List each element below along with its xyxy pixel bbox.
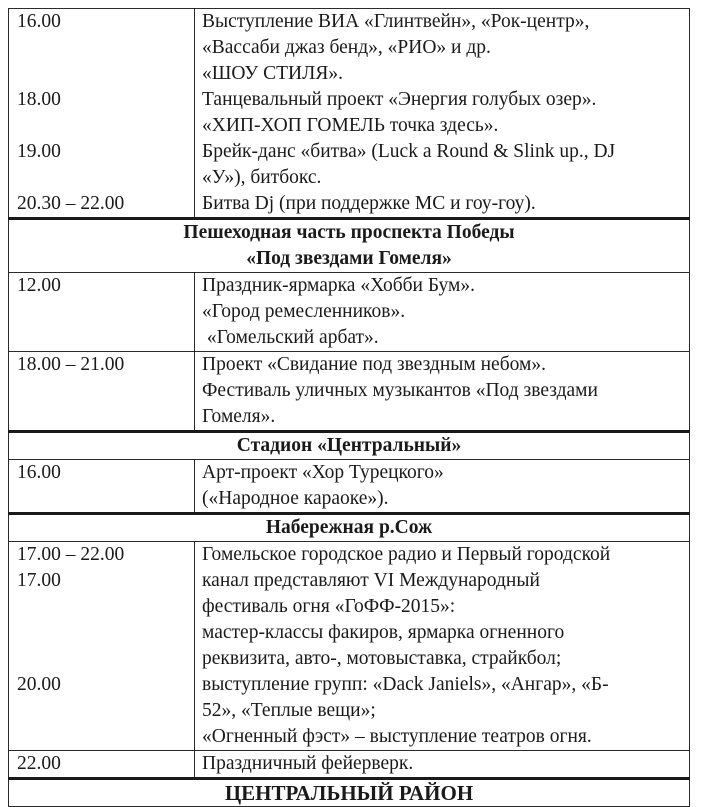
time-cell bbox=[9, 9, 195, 219]
time-text bbox=[17, 35, 188, 61]
description-cell bbox=[195, 273, 690, 352]
section-header-stadium bbox=[9, 432, 690, 460]
description-text: Брейк-данс «битва» (Luck a Round & Slink up., DJ bbox=[202, 141, 616, 162]
time-text: 18.00 bbox=[17, 89, 61, 110]
description-text: Гомельское городское радио и Первый городской bbox=[202, 544, 611, 565]
description-text: 52», «Теплые вещи»; bbox=[202, 700, 376, 721]
time-text bbox=[17, 165, 188, 191]
description-cell bbox=[195, 460, 690, 514]
time-cell bbox=[9, 542, 195, 751]
time-cell bbox=[9, 352, 195, 432]
district-header-row bbox=[9, 779, 690, 807]
section-title: Стадион «Центральный» bbox=[236, 435, 462, 456]
time-text: 18.00 – 21.00 bbox=[17, 354, 125, 375]
section-header-pobedy bbox=[9, 219, 690, 273]
description-text: Гомеля». bbox=[202, 406, 276, 427]
description-text: «Гомельский арбат». bbox=[202, 327, 379, 348]
description-text: канал представляют VI Международный bbox=[202, 570, 540, 591]
time-text: 17.00 – 22.00 bbox=[17, 544, 125, 565]
schedule-row bbox=[9, 9, 690, 219]
time-text: 16.00 bbox=[17, 11, 61, 32]
schedule-row bbox=[9, 460, 690, 514]
description-text: выступление групп: «Dack Janiels», «Ангар», «Б- bbox=[202, 674, 609, 695]
time-text: 17.00 bbox=[17, 570, 61, 591]
time-text bbox=[17, 594, 188, 620]
time-text bbox=[17, 620, 188, 646]
description-text: Праздник-ярмарка «Хобби Бум». bbox=[202, 275, 476, 296]
description-text: фестиваль огня «ГоФФ-2015»: bbox=[202, 596, 456, 617]
description-text: Выступление ВИА «Глинтвейн», «Рок-центр», bbox=[202, 11, 590, 32]
section-header-row bbox=[9, 514, 690, 542]
time-text: 20.00 bbox=[17, 674, 61, 695]
description-text: Праздничный фейерверк. bbox=[202, 753, 414, 774]
description-cell bbox=[195, 9, 690, 219]
description-text: Проект «Свидание под звездным небом». bbox=[202, 354, 546, 375]
section-header-embankment bbox=[9, 514, 690, 542]
description-text: Битва Dj (при поддержке МС и гоу-гоу). bbox=[202, 193, 536, 214]
time-cell bbox=[9, 273, 195, 352]
time-text: 19.00 bbox=[17, 141, 61, 162]
description-text: «У»), битбокс. bbox=[202, 167, 322, 188]
section-title: Набережная р.Сож bbox=[265, 517, 433, 538]
time-cell bbox=[9, 751, 195, 779]
description-cell bbox=[195, 352, 690, 432]
district-header-central bbox=[9, 779, 690, 807]
time-text bbox=[17, 724, 188, 750]
schedule-row bbox=[9, 352, 690, 432]
description-text: «Город ремесленников». bbox=[202, 301, 406, 322]
schedule-row bbox=[9, 542, 690, 751]
time-text bbox=[17, 646, 188, 672]
description-text: реквизита, авто-, мотовыставка, страйкбол; bbox=[202, 648, 562, 669]
description-text: «Вассаби джаз бенд», «РИО» и др. bbox=[202, 37, 491, 58]
description-text: («Народное караоке»). bbox=[202, 488, 389, 509]
section-title: Пешеходная часть проспекта Победы bbox=[183, 222, 515, 243]
time-text bbox=[17, 113, 188, 139]
time-text bbox=[17, 61, 188, 87]
event-schedule-table bbox=[8, 8, 690, 807]
description-text: Арт-проект «Хор Турецкого» bbox=[202, 462, 444, 483]
time-text: 20.30 – 22.00 bbox=[17, 193, 125, 214]
time-text: 12.00 bbox=[17, 275, 61, 296]
description-text: «ШОУ СТИЛЯ». bbox=[202, 63, 343, 84]
time-text: 16.00 bbox=[17, 462, 61, 483]
description-text: Танцевальный проект «Энергия голубых озер». bbox=[202, 89, 597, 110]
section-subtitle: «Под звездами Гомеля» bbox=[246, 248, 452, 269]
time-text: 22.00 bbox=[17, 753, 61, 774]
description-cell bbox=[195, 751, 690, 779]
district-title: ЦЕНТРАЛЬНЫЙ РАЙОН bbox=[224, 781, 474, 805]
schedule-row bbox=[9, 273, 690, 352]
time-text bbox=[17, 698, 188, 724]
section-header-row bbox=[9, 219, 690, 273]
description-cell bbox=[195, 542, 690, 751]
description-text: мастер-классы факиров, ярмарка огненного bbox=[202, 622, 565, 643]
section-header-row bbox=[9, 432, 690, 460]
schedule-row bbox=[9, 751, 690, 779]
description-text: «ХИП-ХОП ГОМЕЛЬ точка здесь». bbox=[202, 115, 499, 136]
description-text: «Огненный фэст» – выступление театров огня. bbox=[202, 726, 592, 747]
time-cell bbox=[9, 460, 195, 514]
description-text: Фестиваль уличных музыкантов «Под звездами bbox=[202, 380, 598, 401]
